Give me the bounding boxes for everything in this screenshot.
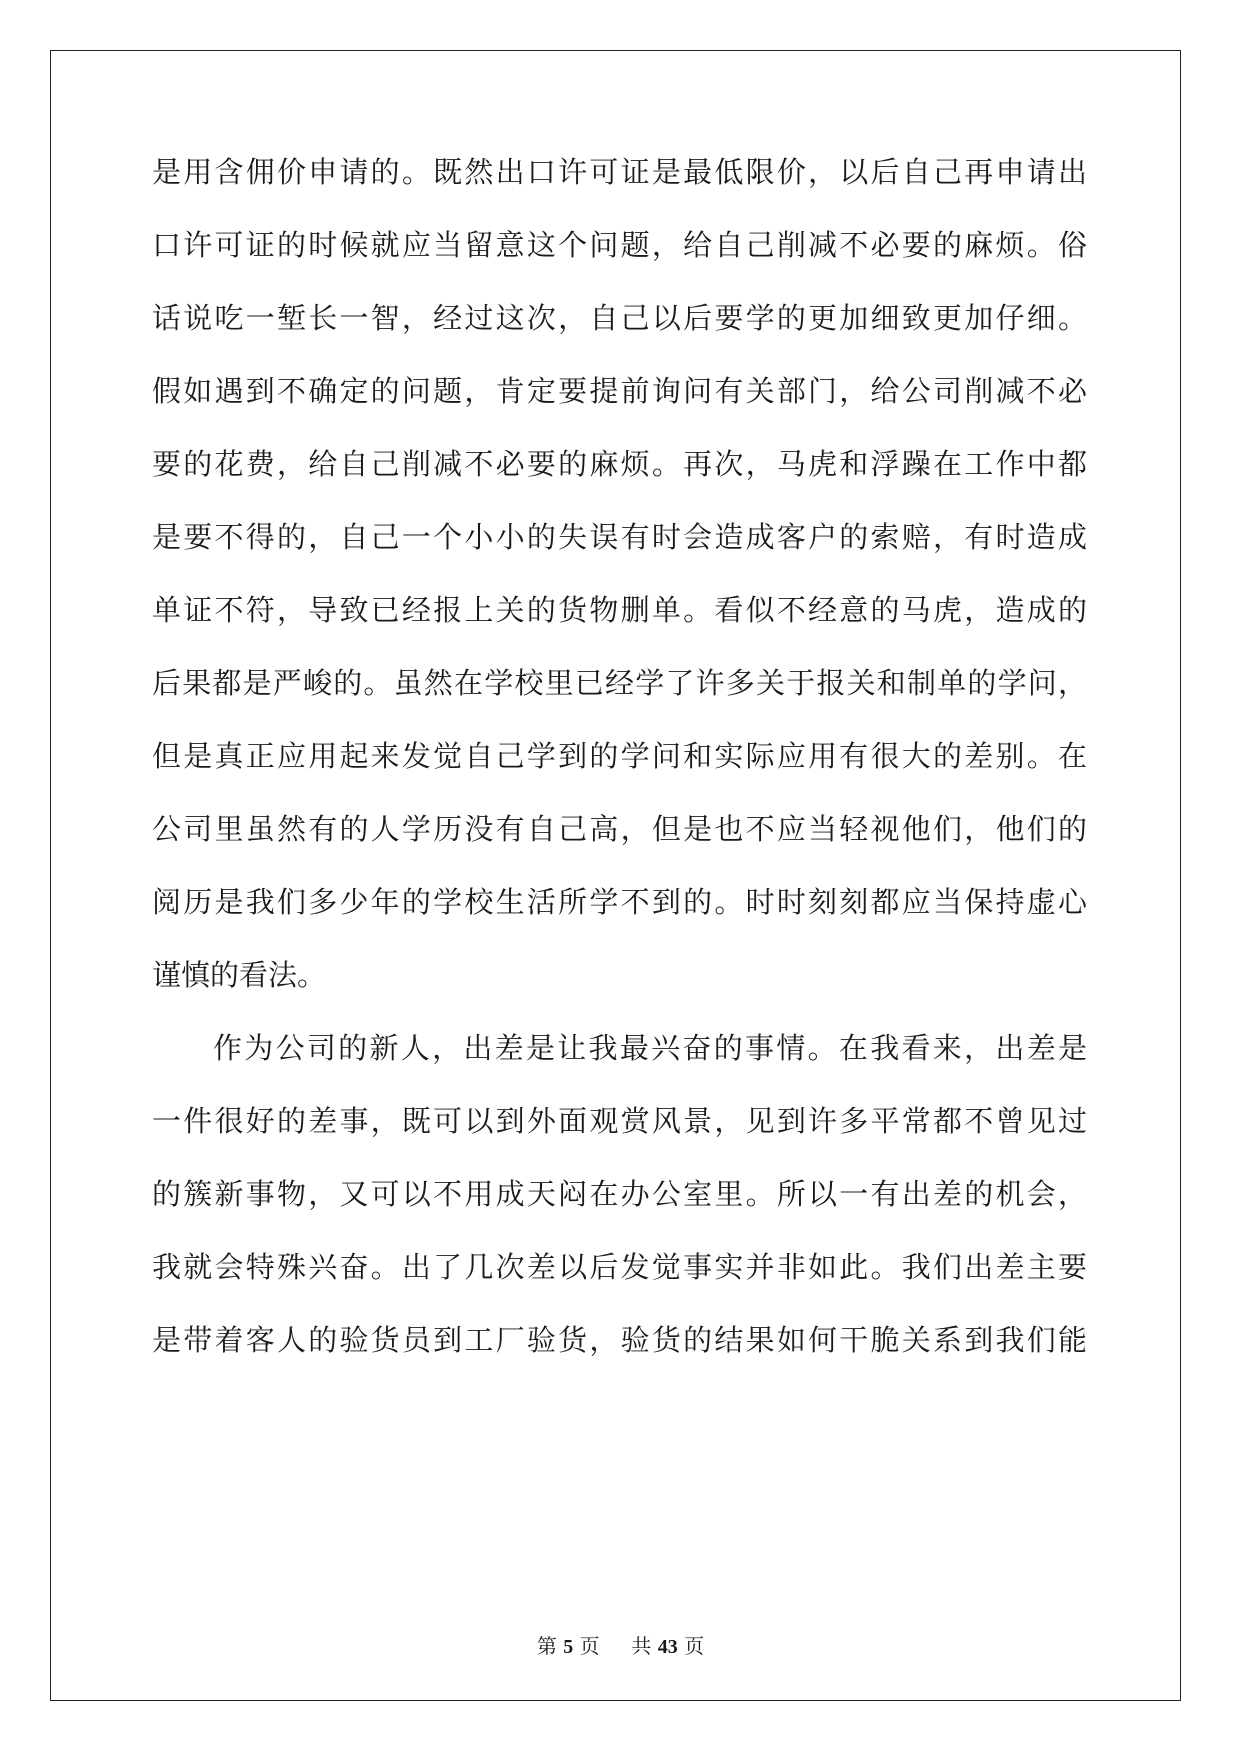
body-line-12: 谨慎的看法。: [152, 958, 327, 992]
body-line-10: 公司里虽然有的人学历没有自己高，但是也不应当轻视他们，他们的: [152, 812, 1087, 846]
body-line-14: 一件很好的差事，既可以到外面观赏风景，见到许多平常都不曾见过: [152, 1104, 1087, 1138]
page-suffix: 页: [579, 1634, 600, 1658]
body-line-3: 话说吃一堑长一智，经过这次，自己以后要学的更加细致更加仔细。: [152, 301, 1087, 335]
total-suffix: 页: [684, 1634, 705, 1658]
body-line-7: 单证不符，导致已经报上关的货物删单。看似不经意的马虎，造成的: [152, 593, 1087, 627]
page-prefix: 第: [536, 1634, 557, 1658]
body-line-17: 是带着客人的验货员到工厂验货，验货的结果如何干脆关系到我们能: [152, 1323, 1087, 1357]
page-number: 5: [563, 1636, 574, 1658]
total-pages: 43: [657, 1636, 678, 1658]
body-line-15: 的簇新事物，又可以不用成天闷在办公室里。所以一有出差的机会，: [152, 1177, 1087, 1211]
body-line-5: 要的花费，给自己削减不必要的麻烦。再次，马虎和浮躁在工作中都: [152, 447, 1087, 481]
page-footer: [0, 1634, 1241, 1659]
total-prefix: 共: [631, 1634, 652, 1658]
paragraph-start-line: 作为公司的新人，出差是让我最兴奋的事情。在我看来，出差是: [213, 1031, 1087, 1065]
body-line-16: 我就会特殊兴奋。出了几次差以后发觉事实并非如此。我们出差主要: [152, 1250, 1087, 1284]
body-line-9: 但是真正应用起来发觉自己学到的学问和实际应用有很大的差别。在: [152, 739, 1087, 773]
body-line-8: 后果都是严峻的。虽然在学校里已经学了许多关于报关和制单的学问，: [152, 666, 1087, 700]
body-line-4: 假如遇到不确定的问题，肯定要提前询问有关部门，给公司削减不必: [152, 374, 1087, 408]
body-line-11: 阅历是我们多少年的学校生活所学不到的。时时刻刻都应当保持虚心: [152, 885, 1087, 919]
body-line-1: 是用含佣价申请的。既然出口许可证是最低限价，以后自己再申请出: [152, 155, 1087, 189]
body-line-6: 是要不得的，自己一个小小的失误有时会造成客户的索赔，有时造成: [152, 520, 1087, 554]
body-line-2: 口许可证的时候就应当留意这个问题，给自己削减不必要的麻烦。俗: [152, 228, 1087, 262]
